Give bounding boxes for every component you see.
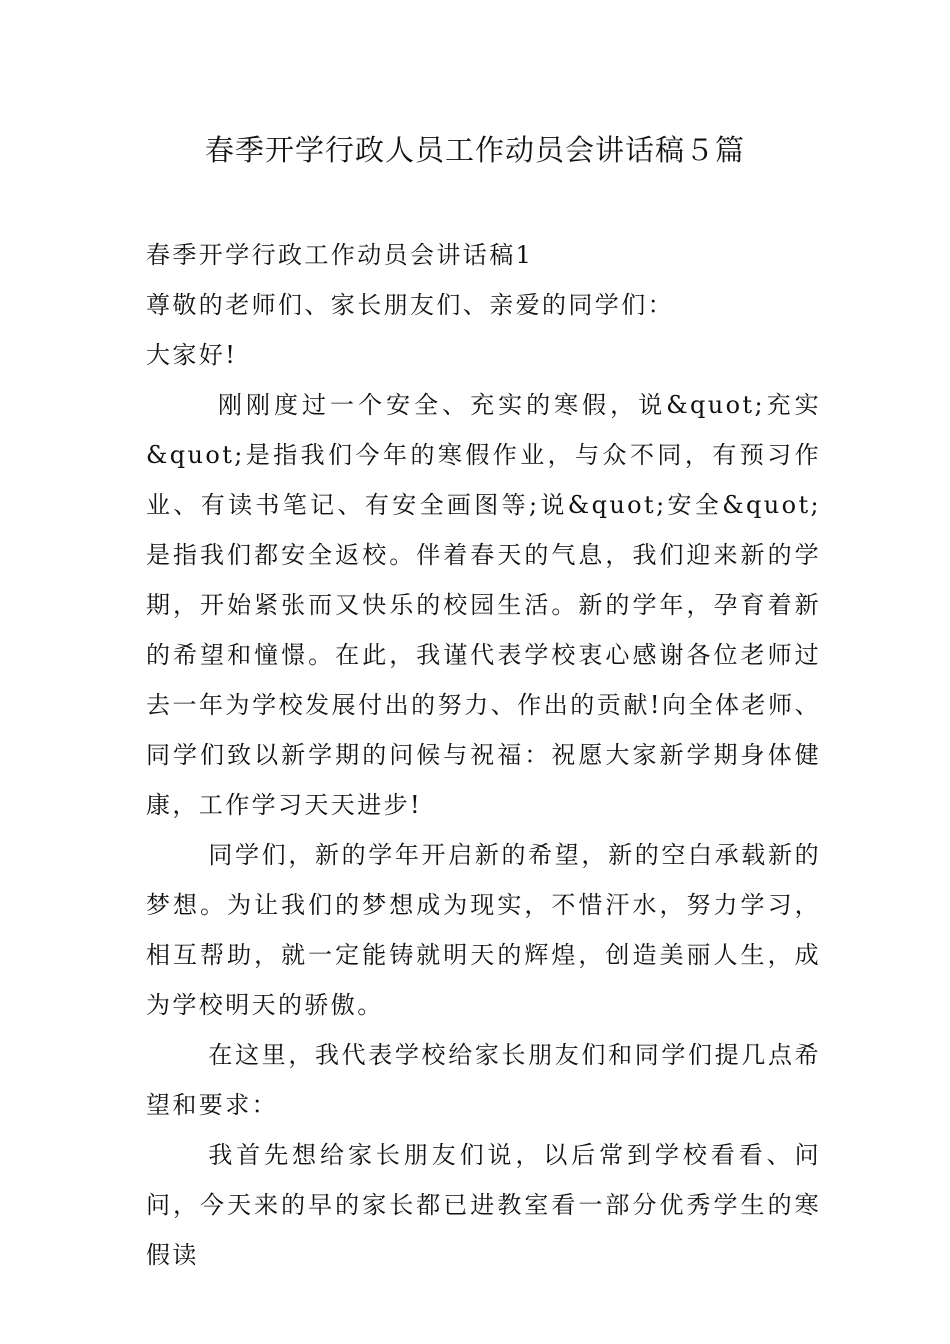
greeting-paragraph: 大家好! [146,341,238,369]
body-paragraph-1: 刚刚度过一个安全、充实的寒假，说&quot;充实&quot;是指我们今年的寒假作业，与众不同，有预习作业、有读书笔记、有安全画图等;说&quot;安全&quot;是指我们都安全返校。伴着春天的气息，我们迎来新的学期，开始紧张而又快乐的校园生活。新的学年，孕育着新的希望和憧憬。在此，我谨代表学校衷心感谢各位老师过去一年为学校发展付出的努力、作出的贡献!向全体老师、同学们致以新学期的问候与祝福：祝愿大家新学期身体健康，工作学习天天进步! [146,391,821,819]
section-heading: 春季开学行政工作动员会讲话稿1 [146,241,534,269]
body-paragraph-3: 在这里，我代表学校给家长朋友们和同学们提几点希望和要求： [146,1041,821,1119]
body-paragraph-4: 我首先想给家长朋友们说，以后常到学校看看、问问，今天来的早的家长都已进教室看一部分优秀学生的寒假读 [146,1141,821,1269]
body-paragraph-2: 同学们，新的学年开启新的希望，新的空白承载新的梦想。为让我们的梦想成为现实，不惜汗水，努力学习，相互帮助，就一定能铸就明天的辉煌，创造美丽人生，成为学校明天的骄傲。 [146,841,821,1019]
document-title: 春季开学行政人员工作动员会讲话稿５篇 [204,133,745,167]
document-body [146,230,821,1280]
salutation-paragraph: 尊敬的老师们、家长朋友们、亲爱的同学们： [146,291,674,319]
